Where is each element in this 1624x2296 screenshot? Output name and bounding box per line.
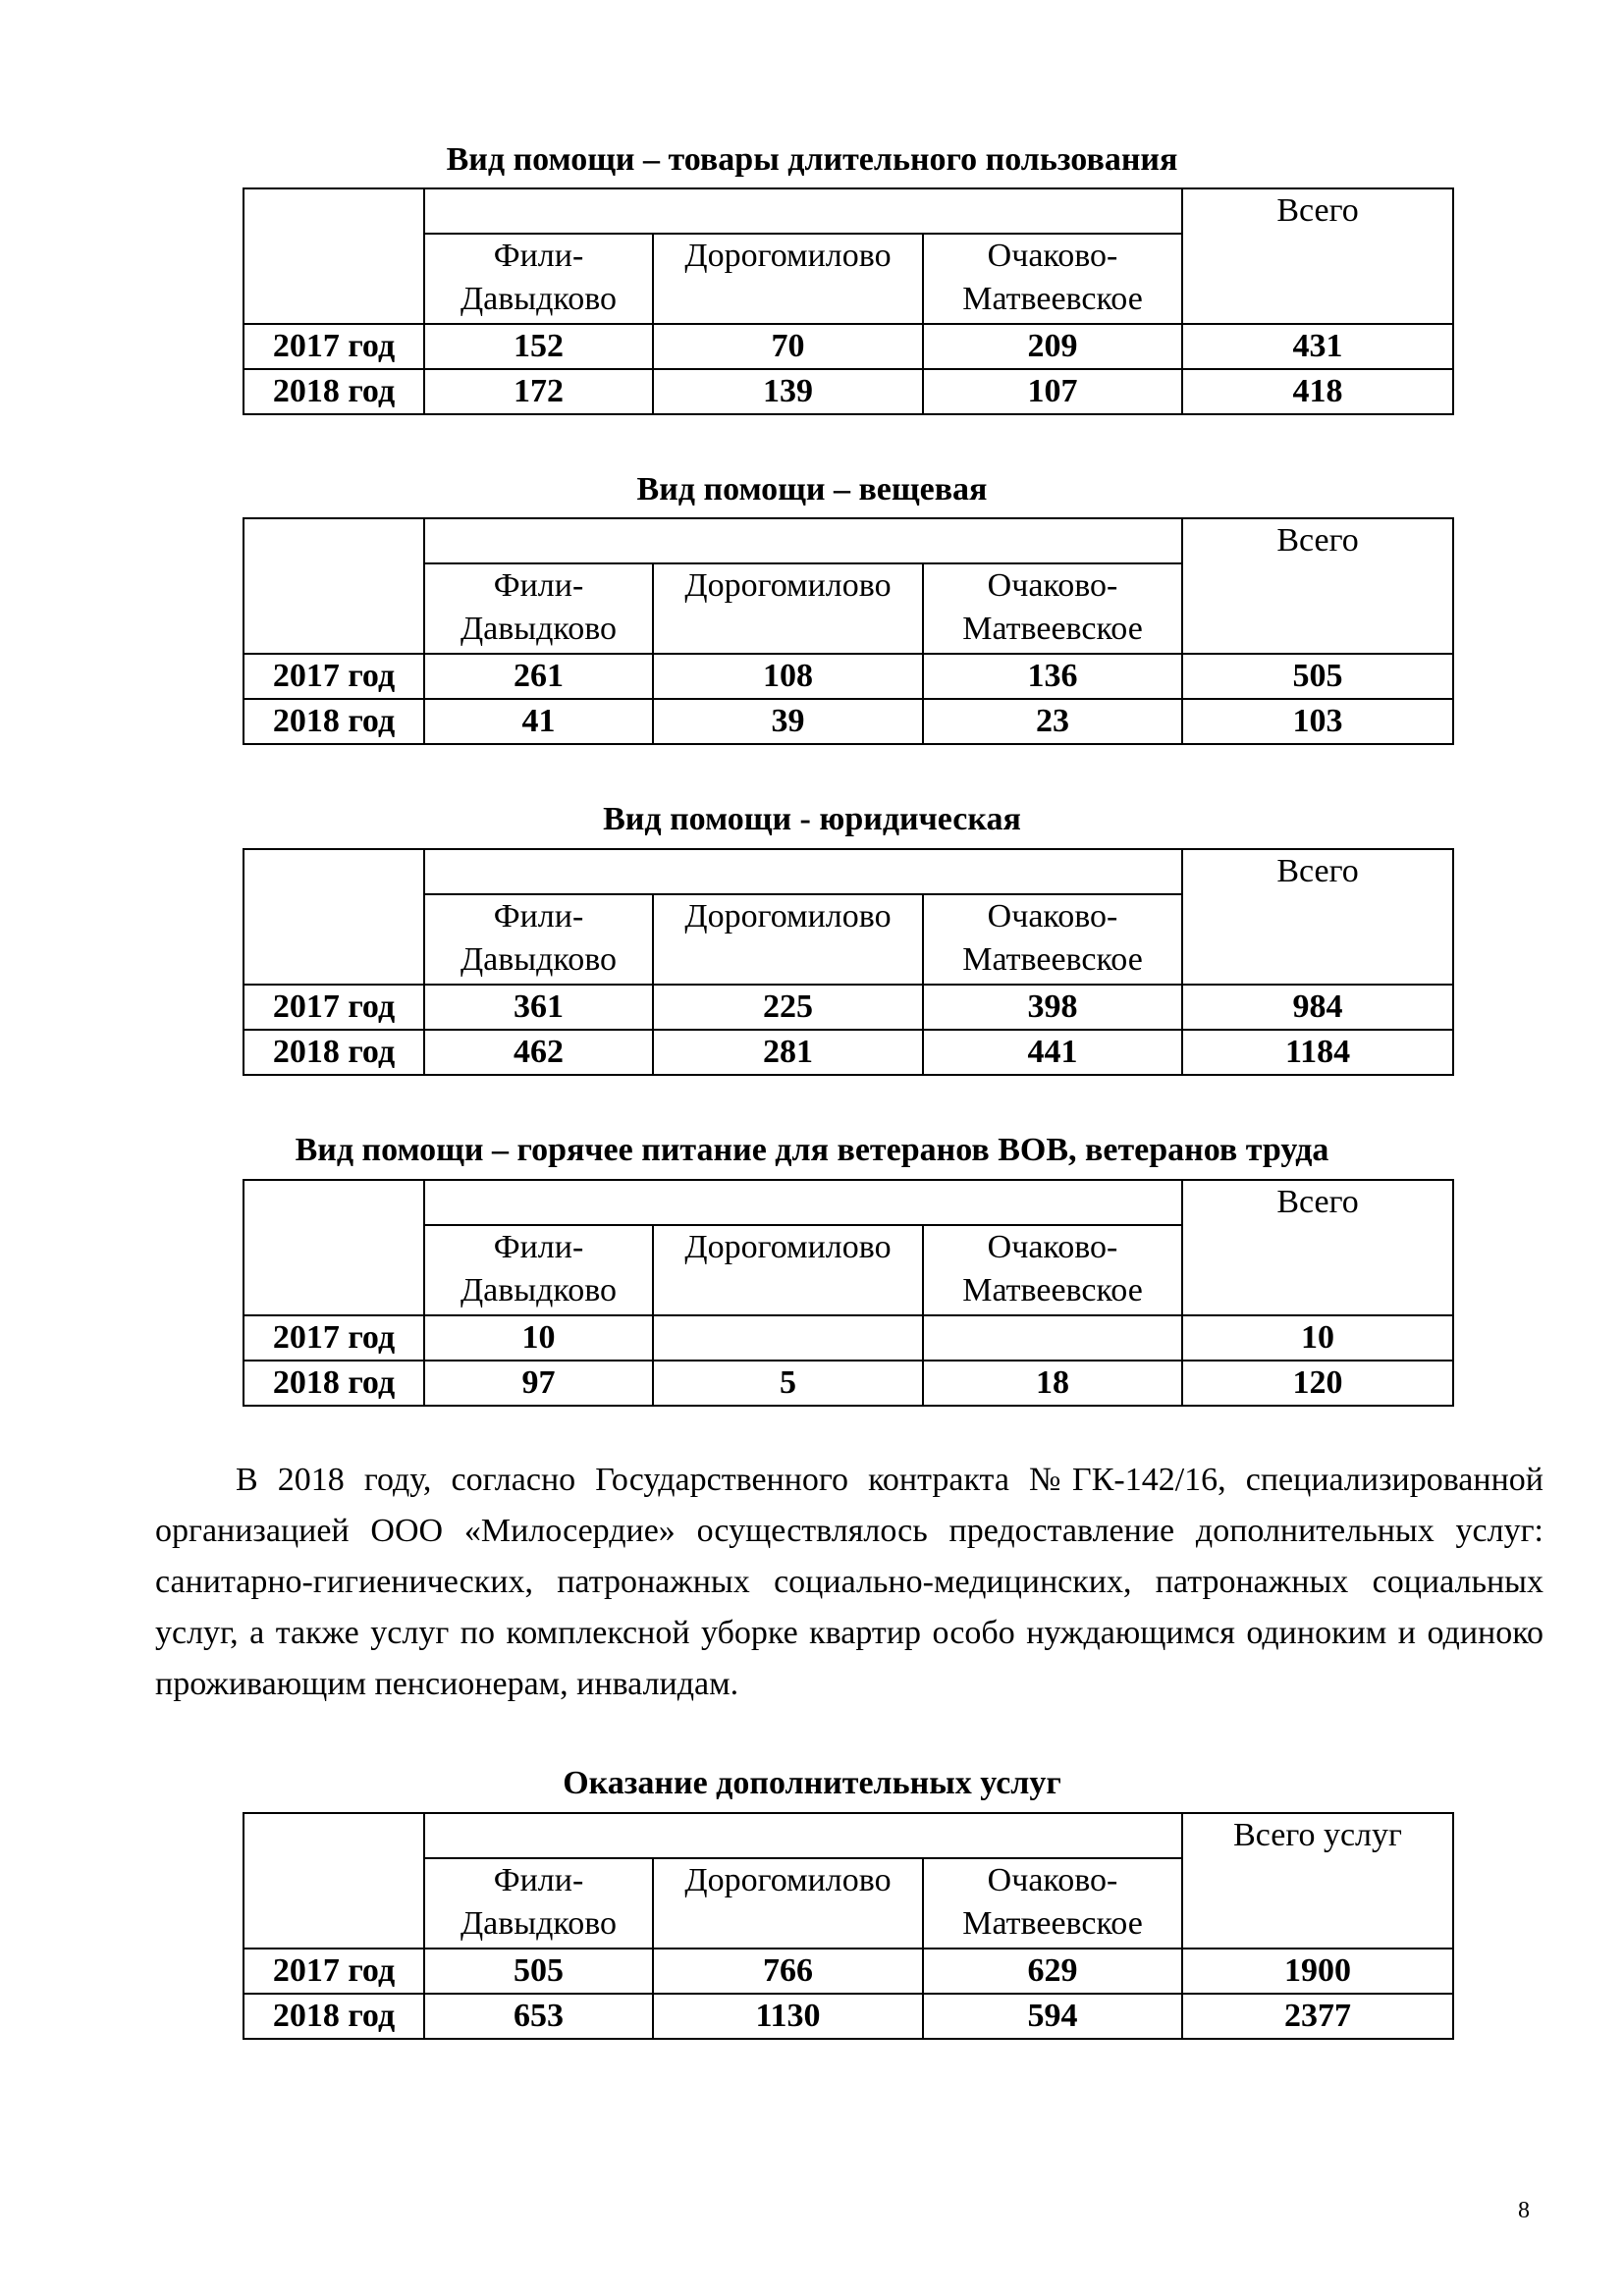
district-header: Фили- Давыдково bbox=[424, 234, 653, 324]
value-cell: 70 bbox=[653, 324, 923, 369]
table-caption: Вид помощи – товары длительного пользования bbox=[446, 141, 1178, 178]
value-cell: 361 bbox=[424, 985, 653, 1030]
data-table bbox=[243, 517, 1454, 745]
value-cell: 139 bbox=[653, 369, 923, 414]
year-label: 2017 год bbox=[244, 654, 424, 699]
table-row bbox=[244, 1949, 1453, 1994]
data-table bbox=[243, 848, 1454, 1076]
value-cell bbox=[653, 1315, 923, 1361]
total-cell: 418 bbox=[1182, 369, 1453, 414]
data-table bbox=[243, 1812, 1454, 2040]
total-cell: 120 bbox=[1182, 1361, 1453, 1406]
district-group-cell bbox=[424, 518, 1182, 563]
body-paragraph: В 2018 году, согласно Государственного контракта №ГК-142/16, специализированной организацией ООО «Милосердие» осуществлялось предоставление дополнительных услуг: санитарно-гигиенических, патронажных социально-медицинских, патронажных социальных услуг, а также услуг по комплексной уборке квартир особо нуждающимся одиноким и одиноко проживающим пенсионерам, инвалидам. bbox=[155, 1462, 1543, 1702]
total-cell: 1184 bbox=[1182, 1030, 1453, 1075]
district-header: Дорогомилово bbox=[653, 1225, 923, 1315]
year-label: 2018 год bbox=[244, 1994, 424, 2039]
total-header: Всего bbox=[1182, 518, 1453, 654]
value-cell: 97 bbox=[424, 1361, 653, 1406]
table-caption: Оказание дополнительных услуг bbox=[563, 1765, 1061, 1801]
table-caption: Вид помощи - юридическая bbox=[603, 801, 1021, 837]
district-header: Очаково- Матвеевское bbox=[923, 1858, 1182, 1949]
total-header: Всего bbox=[1182, 849, 1453, 985]
value-cell: 209 bbox=[923, 324, 1182, 369]
value-cell: 441 bbox=[923, 1030, 1182, 1075]
value-cell: 41 bbox=[424, 699, 653, 744]
district-header: Фили- Давыдково bbox=[424, 894, 653, 985]
district-header: Дорогомилово bbox=[653, 563, 923, 654]
total-cell: 1900 bbox=[1182, 1949, 1453, 1994]
value-cell: 5 bbox=[653, 1361, 923, 1406]
table-row bbox=[244, 1994, 1453, 2039]
value-cell: 18 bbox=[923, 1361, 1182, 1406]
table-row bbox=[244, 1030, 1453, 1075]
year-label: 2018 год bbox=[244, 1361, 424, 1406]
value-cell: 152 bbox=[424, 324, 653, 369]
value-cell: 108 bbox=[653, 654, 923, 699]
year-label: 2018 год bbox=[244, 1030, 424, 1075]
value-cell: 462 bbox=[424, 1030, 653, 1075]
year-label: 2017 год bbox=[244, 1949, 424, 1994]
corner-cell bbox=[244, 518, 424, 654]
table-row bbox=[244, 369, 1453, 414]
value-cell: 1130 bbox=[653, 1994, 923, 2039]
district-header: Дорогомилово bbox=[653, 1858, 923, 1949]
total-cell: 103 bbox=[1182, 699, 1453, 744]
value-cell: 39 bbox=[653, 699, 923, 744]
value-cell: 505 bbox=[424, 1949, 653, 1994]
district-group-cell bbox=[424, 1813, 1182, 1858]
value-cell: 766 bbox=[653, 1949, 923, 1994]
total-cell: 431 bbox=[1182, 324, 1453, 369]
total-header: Всего bbox=[1182, 1180, 1453, 1315]
district-header: Фили- Давыдково bbox=[424, 1225, 653, 1315]
total-header: Всего bbox=[1182, 188, 1453, 324]
district-group-cell bbox=[424, 1180, 1182, 1225]
value-cell: 107 bbox=[923, 369, 1182, 414]
district-group-cell bbox=[424, 849, 1182, 894]
value-cell: 629 bbox=[923, 1949, 1182, 1994]
table-row bbox=[244, 1315, 1453, 1361]
value-cell: 23 bbox=[923, 699, 1182, 744]
year-label: 2018 год bbox=[244, 699, 424, 744]
data-table bbox=[243, 187, 1454, 415]
district-group-cell bbox=[424, 188, 1182, 234]
corner-cell bbox=[244, 1180, 424, 1315]
corner-cell bbox=[244, 188, 424, 324]
table-row bbox=[244, 324, 1453, 369]
corner-cell bbox=[244, 849, 424, 985]
year-label: 2017 год bbox=[244, 985, 424, 1030]
value-cell: 172 bbox=[424, 369, 653, 414]
district-header: Дорогомилово bbox=[653, 234, 923, 324]
table-row bbox=[244, 985, 1453, 1030]
total-cell: 2377 bbox=[1182, 1994, 1453, 2039]
value-cell: 398 bbox=[923, 985, 1182, 1030]
table-caption: Вид помощи – горячее питание для ветеранов ВОВ, ветеранов труда bbox=[295, 1132, 1329, 1168]
district-header: Очаково- Матвеевское bbox=[923, 234, 1182, 324]
district-header: Очаково- Матвеевское bbox=[923, 563, 1182, 654]
value-cell: 653 bbox=[424, 1994, 653, 2039]
year-label: 2017 год bbox=[244, 324, 424, 369]
total-cell: 984 bbox=[1182, 985, 1453, 1030]
table-row bbox=[244, 699, 1453, 744]
data-table bbox=[243, 1179, 1454, 1407]
table-caption: Вид помощи – вещевая bbox=[636, 471, 988, 507]
year-label: 2018 год bbox=[244, 369, 424, 414]
value-cell: 261 bbox=[424, 654, 653, 699]
district-header: Дорогомилово bbox=[653, 894, 923, 985]
value-cell: 136 bbox=[923, 654, 1182, 699]
table-row bbox=[244, 654, 1453, 699]
district-header: Очаково- Матвеевское bbox=[923, 1225, 1182, 1315]
page-number: 8 bbox=[1518, 2198, 1530, 2223]
district-header: Очаково- Матвеевское bbox=[923, 894, 1182, 985]
table-row bbox=[244, 1361, 1453, 1406]
district-header: Фили- Давыдково bbox=[424, 563, 653, 654]
corner-cell bbox=[244, 1813, 424, 1949]
value-cell: 594 bbox=[923, 1994, 1182, 2039]
value-cell: 10 bbox=[424, 1315, 653, 1361]
value-cell bbox=[923, 1315, 1182, 1361]
year-label: 2017 год bbox=[244, 1315, 424, 1361]
total-cell: 10 bbox=[1182, 1315, 1453, 1361]
value-cell: 281 bbox=[653, 1030, 923, 1075]
value-cell: 225 bbox=[653, 985, 923, 1030]
district-header: Фили- Давыдково bbox=[424, 1858, 653, 1949]
total-cell: 505 bbox=[1182, 654, 1453, 699]
total-header: Всего услуг bbox=[1182, 1813, 1453, 1949]
